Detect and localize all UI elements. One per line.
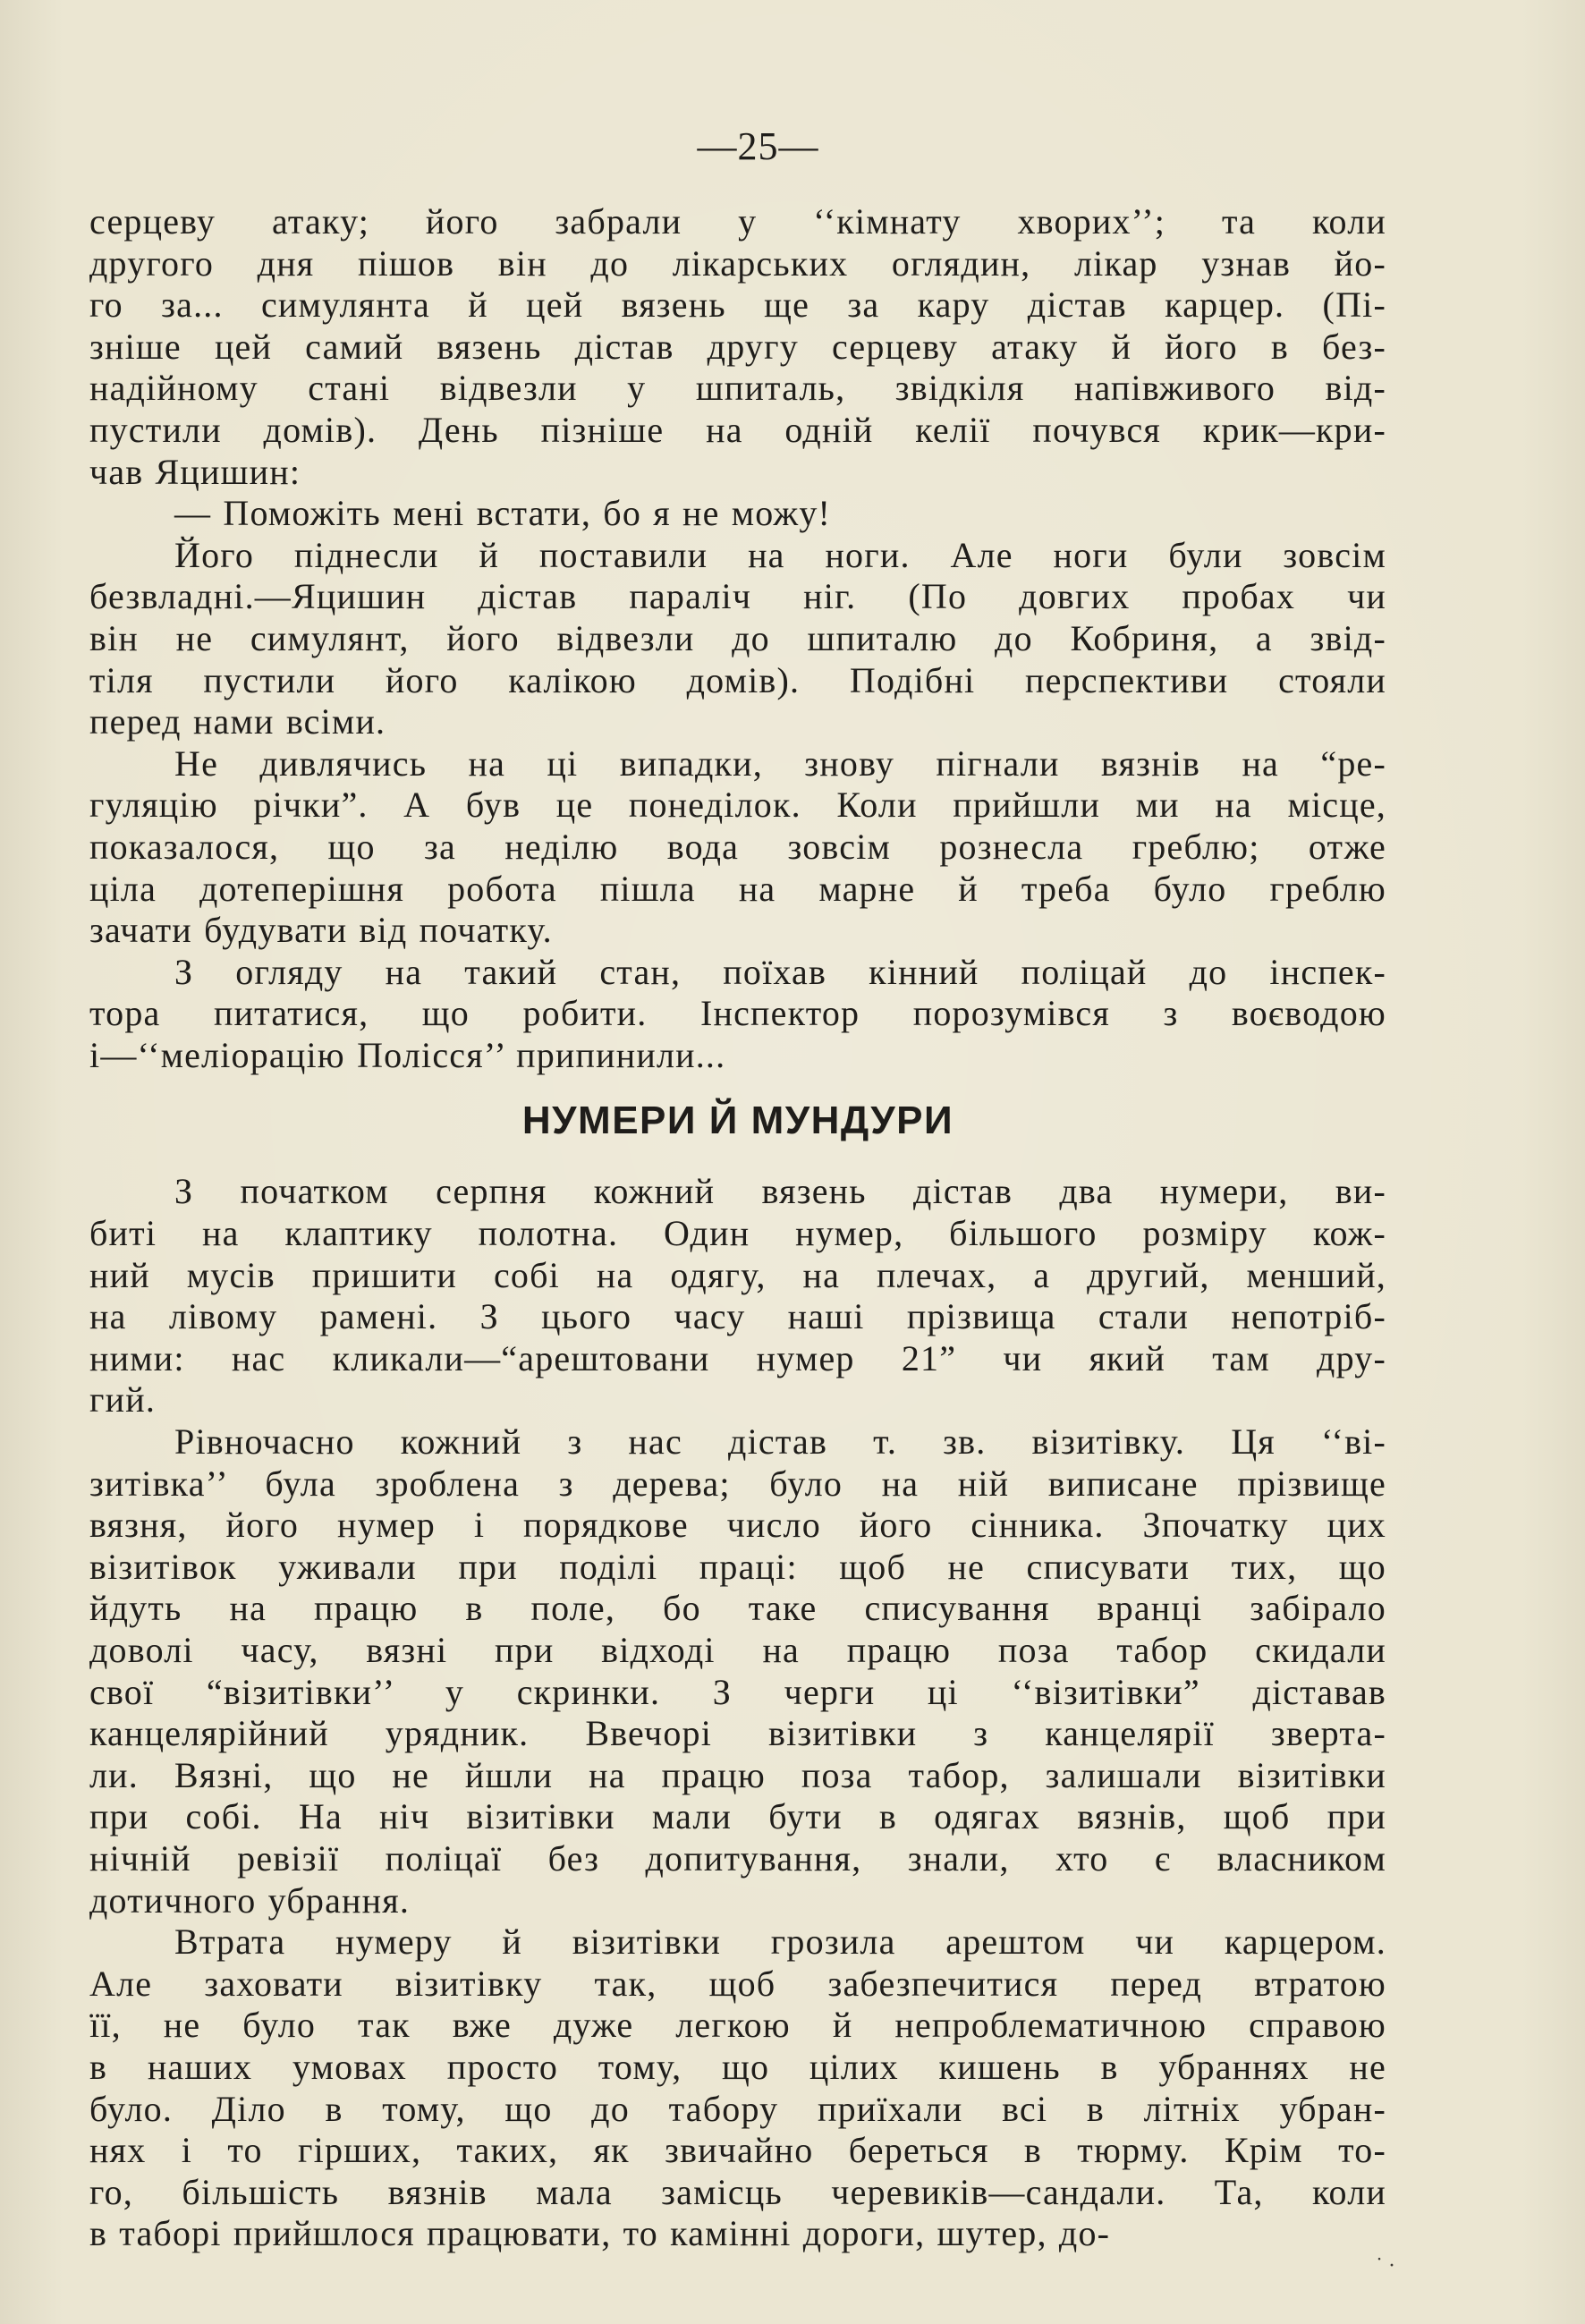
text-line: на лівому рамені. З цього часу наші прізвища стали непотріб- [89,1296,1386,1337]
text-line: дотичного убрання. [89,1879,411,1921]
text-line: свої “візитівки’’ у скринки. З черги ці ‘‘візитівки” діставав [89,1671,1386,1712]
text-line: вязня, його нумер і порядкове число його сінника. Зпочатку цих [89,1505,1386,1546]
text-line: йдуть на працю в поле, бо таке списування вранці забірало [89,1588,1386,1629]
scan-specks: ˙ · [1376,2254,1395,2277]
paragraph [89,1171,1386,1421]
text-line: перед нами всіми. [89,701,386,742]
paragraph [89,1421,1386,1921]
text-line: ний мусів пришити собі на одягу, на плечах, а другий, менший, [89,1254,1386,1295]
text-line: показалося, що за неділю вода зовсім рознесла греблю; отже [89,826,1386,867]
paragraph [89,743,1386,952]
text-line: серцеву атаку; його забрали у ‘‘кімнату хворих’’; та коли [89,201,1386,242]
page-number: —25— [697,124,819,168]
text-line: тіля пустили його калікою домів). Подібні перспективи стояли [89,659,1386,700]
paragraph [89,1921,1386,2255]
text-line: нічній ревізії поліцаї без допитування, знали, хто є власником [89,1837,1386,1879]
paragraph [89,535,1386,743]
section-heading: НУМЕРИ Й МУНДУРИ [521,1098,954,1143]
text-line: зитівка’’ була зроблена з дерева; було на ній виписане прізвище [89,1463,1386,1504]
text-line: Але заховати візитівку так, щоб забезпечитися перед втратою [89,1963,1386,2004]
text-line: другого дня пішов він до лікарських оглядин, лікар узнав йо- [89,242,1386,284]
text-line: го за... симулянта й цей вязень ще за кару дістав карцер. (Пі- [89,284,1386,326]
text-line: зачати будувати від початку. [89,910,553,951]
paragraph [89,201,1386,493]
text-line: зніше цей самий вязень дістав другу серцеву атаку й його в без- [89,326,1386,367]
text-line: в таборі прийшлося працювати, то камінні дороги, шутер, до- [89,2213,1111,2254]
text-line: го, більшість вязнів мала замісць черевиків—сандали. Та, коли [89,2171,1386,2212]
text-line: і—‘‘меліорацію Полісся’’ припинили... [89,1034,726,1075]
text-line: гий. [89,1379,157,1421]
text-line: канцелярійний урядник. Ввечорі візитівки з канцелярії зверта- [89,1713,1386,1754]
text-line: безвладні.—Яцишин дістав параліч ніг. (По довгих пробах чи [89,576,1386,617]
text-line: надійному стані відвезли у шпиталь, звідкіля напівживого від- [89,368,1386,409]
text-line: чав Яцишин: [89,451,301,492]
text-line: Втрата нумеру й візитівки грозила арештом чи карцером. [174,1921,1386,1963]
text-line: Рівночасно кожний з нас дістав т. зв. візитівку. Ця ‘‘ві- [174,1421,1386,1463]
text-column [89,201,1386,2255]
text-line: він не симулянт, його відвезли до шпиталю до Кобриня, а звід- [89,617,1386,658]
text-line: гуляцію річки”. А був це понеділок. Коли прийшли ми на місце, [89,785,1386,826]
text-line: доволі часу, вязні при відході на працю поза табор скидали [89,1630,1386,1670]
text-line: при собі. На ніч візитівки мали бути в одягах вязнів, щоб при [89,1796,1386,1837]
text-line: в наших умовах просто тому, що цілих кишень в убраннях не [89,2046,1386,2087]
text-line: — Поможіть мені встати, бо я не можу! [174,493,832,534]
text-line: ними: нас кликали—“арештовани нумер 21” чи який там дру- [89,1337,1386,1378]
text-line: було. Діло в тому, що до табору приїхали всі в літніх убран- [89,2088,1386,2129]
text-line: З початком серпня кожний вязень дістав два нумери, ви- [174,1171,1386,1212]
text-line: ціла дотеперішня робота пішла на марне й треба було греблю [89,868,1386,909]
text-line: візитівок уживали при поділі праці: щоб не списувати тих, що [89,1546,1386,1587]
paragraph [89,952,1386,1077]
text-line: її, не було так вже дуже легкою й непроблематичною справою [89,2005,1386,2046]
text-line: нях і то гірших, таких, як звичайно береться в тюрму. Крім то- [89,2130,1386,2171]
text-line: тора питатися, що робити. Інспектор порозумівся з воєводою [89,993,1386,1034]
text-line: З огляду на такий стан, поїхав кінний поліцай до інспек- [174,951,1386,992]
text-line: пустили домів). День пізніше на одній келії почувся крик—кри- [89,409,1386,450]
text-line: Не дивлячись на ці випадки, знову пігнали вязнів на “ре- [174,742,1386,784]
text-line: биті на клаптику полотна. Один нумер, більшого розміру кож- [89,1213,1386,1254]
text-line: ли. Вязні, що не йшли на працю поза табор, залишали візитівки [89,1754,1386,1795]
paragraph [89,493,1386,535]
text-line: Його піднесли й поставили на ноги. Але ноги були зовсім [174,534,1386,575]
